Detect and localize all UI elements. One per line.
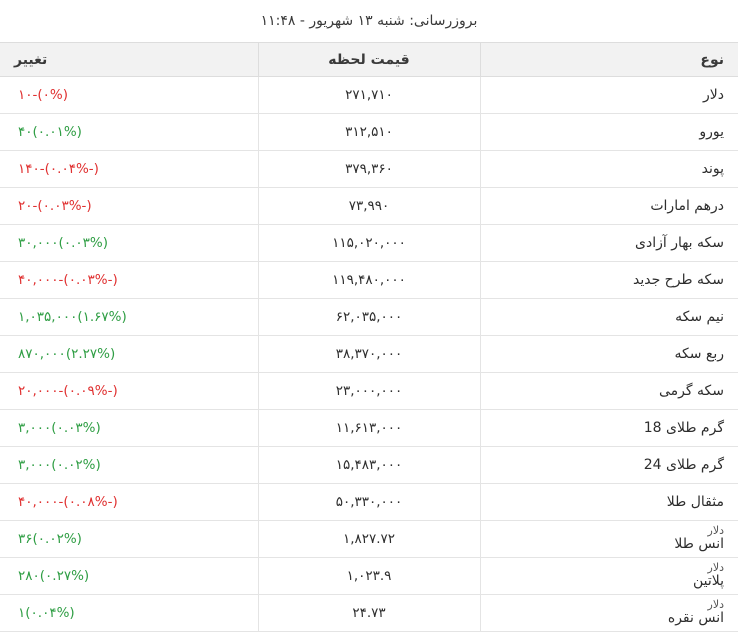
cell-change xyxy=(0,151,258,188)
type-stack xyxy=(495,525,725,551)
type-unit-label: دلار xyxy=(707,561,724,575)
type-name-label: سکه طرح جدید xyxy=(632,272,724,288)
cell-price: ۱۱,۶۱۳,۰۰۰ xyxy=(258,410,480,447)
column-header-price[interactable]: قیمت لحظه xyxy=(258,43,480,77)
change-percent: (-۰.۰۸%) xyxy=(63,494,118,510)
change-percent: (۰.۰۳%) xyxy=(58,235,108,251)
change-percent: (۰.۰۴%) xyxy=(25,605,75,621)
cell-type xyxy=(480,558,738,595)
table-row xyxy=(0,410,738,447)
cell-price: ۱,۸۲۷.۷۲ xyxy=(258,521,480,558)
cell-type xyxy=(480,77,738,114)
change-value: -۴۰,۰۰۰ xyxy=(18,494,64,510)
cell-change xyxy=(0,225,258,262)
cell-change xyxy=(0,595,258,632)
cell-price: ۶۲,۰۳۵,۰۰۰ xyxy=(258,299,480,336)
change-value: ۴۰ xyxy=(18,124,33,140)
cell-change xyxy=(0,299,258,336)
change-value: ۳۰,۰۰۰ xyxy=(18,235,59,251)
cell-change xyxy=(0,114,258,151)
cell-price: ۲۴.۷۳ xyxy=(258,595,480,632)
cell-price: ۵۰,۳۳۰,۰۰۰ xyxy=(258,484,480,521)
change-value: -۲۰ xyxy=(18,198,38,214)
change-percent: (۰.۰۲%) xyxy=(51,457,101,473)
type-name-label: گرم طلای 24 xyxy=(643,457,724,473)
change-percent: (-۰.۰۳%) xyxy=(63,272,118,288)
cell-change xyxy=(0,447,258,484)
table-row xyxy=(0,114,738,151)
table-row xyxy=(0,77,738,114)
cell-price: ۱۱۹,۴۸۰,۰۰۰ xyxy=(258,262,480,299)
table-row xyxy=(0,595,738,632)
type-name-label: یورو xyxy=(699,124,724,140)
header-row xyxy=(0,43,738,77)
type-name-label: انس طلا xyxy=(674,535,724,552)
cell-type xyxy=(480,262,738,299)
change-percent: (۱.۶۷%) xyxy=(77,309,127,325)
change-percent: (۰.۰۱%) xyxy=(32,124,82,140)
type-name-label: مثقال طلا xyxy=(666,494,724,510)
table-row xyxy=(0,447,738,484)
type-name-label: پلاتین xyxy=(692,572,724,589)
type-stack xyxy=(495,562,725,588)
table-row xyxy=(0,336,738,373)
cell-type xyxy=(480,484,738,521)
rates-table-header xyxy=(0,43,738,77)
cell-change xyxy=(0,77,258,114)
cell-type xyxy=(480,410,738,447)
cell-change xyxy=(0,410,258,447)
type-name-label: ربع سکه xyxy=(674,346,724,362)
rates-table xyxy=(0,42,738,632)
change-value: -۱۴۰ xyxy=(18,161,45,177)
cell-type xyxy=(480,336,738,373)
table-row xyxy=(0,558,738,595)
type-name-label: گرم طلای 18 xyxy=(643,420,724,436)
change-value: -۱۰ xyxy=(18,87,38,103)
cell-price: ۳۸,۳۷۰,۰۰۰ xyxy=(258,336,480,373)
type-unit-label: دلار xyxy=(707,524,724,538)
cell-price: ۲۷۱,۷۱۰ xyxy=(258,77,480,114)
cell-type xyxy=(480,521,738,558)
table-row xyxy=(0,151,738,188)
change-value: ۳۶ xyxy=(18,531,33,547)
change-percent: (۲.۲۷%) xyxy=(65,346,116,362)
change-percent: (۰.۲۷%) xyxy=(39,568,90,584)
cell-change xyxy=(0,188,258,225)
table-row xyxy=(0,299,738,336)
change-value: ۱,۰۳۵,۰۰۰ xyxy=(18,309,78,325)
change-percent: (-۰.۰۴%) xyxy=(44,161,99,177)
cell-type xyxy=(480,373,738,410)
cell-price: ۱,۰۲۳.۹ xyxy=(258,558,480,595)
cell-price: ۳۷۹,۳۶۰ xyxy=(258,151,480,188)
table-row xyxy=(0,188,738,225)
change-percent: (۰.۰۳%) xyxy=(51,420,101,436)
table-row xyxy=(0,521,738,558)
change-value: ۳,۰۰۰ xyxy=(18,457,52,473)
table-row xyxy=(0,225,738,262)
cell-price: ۳۱۲,۵۱۰ xyxy=(258,114,480,151)
cell-type xyxy=(480,151,738,188)
cell-price: ۲۳,۰۰۰,۰۰۰ xyxy=(258,373,480,410)
cell-change xyxy=(0,336,258,373)
cell-type xyxy=(480,114,738,151)
last-update-label: بروزرسانی: شنبه ۱۳ شهریور - ۱۱:۴۸ xyxy=(0,0,738,42)
type-name-label: سکه گرمی xyxy=(659,383,724,399)
type-name-label: پوند xyxy=(701,161,724,177)
change-value: ۸۷۰,۰۰۰ xyxy=(18,346,66,362)
type-name-label: نیم سکه xyxy=(675,309,724,325)
column-header-type[interactable]: نوع xyxy=(480,43,738,77)
cell-type xyxy=(480,225,738,262)
change-value: -۲۰,۰۰۰ xyxy=(18,383,64,399)
change-percent: (۰%) xyxy=(37,87,69,103)
cell-change xyxy=(0,521,258,558)
change-value: ۳,۰۰۰ xyxy=(18,420,52,436)
cell-type xyxy=(480,299,738,336)
type-name-label: سکه بهار آزادی xyxy=(635,235,724,251)
change-percent: (-۰.۰۳%) xyxy=(37,198,92,214)
cell-change xyxy=(0,558,258,595)
column-header-change[interactable]: تغییر xyxy=(0,43,258,77)
cell-price: ۱۵,۴۸۳,۰۰۰ xyxy=(258,447,480,484)
cell-type xyxy=(480,188,738,225)
type-unit-label: دلار xyxy=(707,598,724,612)
change-value: ۱ xyxy=(18,605,26,621)
table-row xyxy=(0,262,738,299)
table-row xyxy=(0,373,738,410)
cell-change xyxy=(0,262,258,299)
cell-change xyxy=(0,484,258,521)
table-row xyxy=(0,484,738,521)
type-name-label: دلار xyxy=(703,87,724,103)
change-value: ۲۸۰ xyxy=(18,568,40,584)
change-percent: (-۰.۰۹%) xyxy=(63,383,118,399)
cell-price: ۱۱۵,۰۲۰,۰۰۰ xyxy=(258,225,480,262)
cell-price: ۷۳,۹۹۰ xyxy=(258,188,480,225)
change-value: -۴۰,۰۰۰ xyxy=(18,272,64,288)
change-percent: (۰.۰۲%) xyxy=(32,531,82,547)
type-name-label: درهم امارات xyxy=(650,198,724,214)
type-stack xyxy=(495,599,725,625)
cell-change xyxy=(0,373,258,410)
cell-type xyxy=(480,595,738,632)
type-name-label: انس نقره xyxy=(667,609,724,626)
cell-type xyxy=(480,447,738,484)
rates-table-body xyxy=(0,77,738,632)
